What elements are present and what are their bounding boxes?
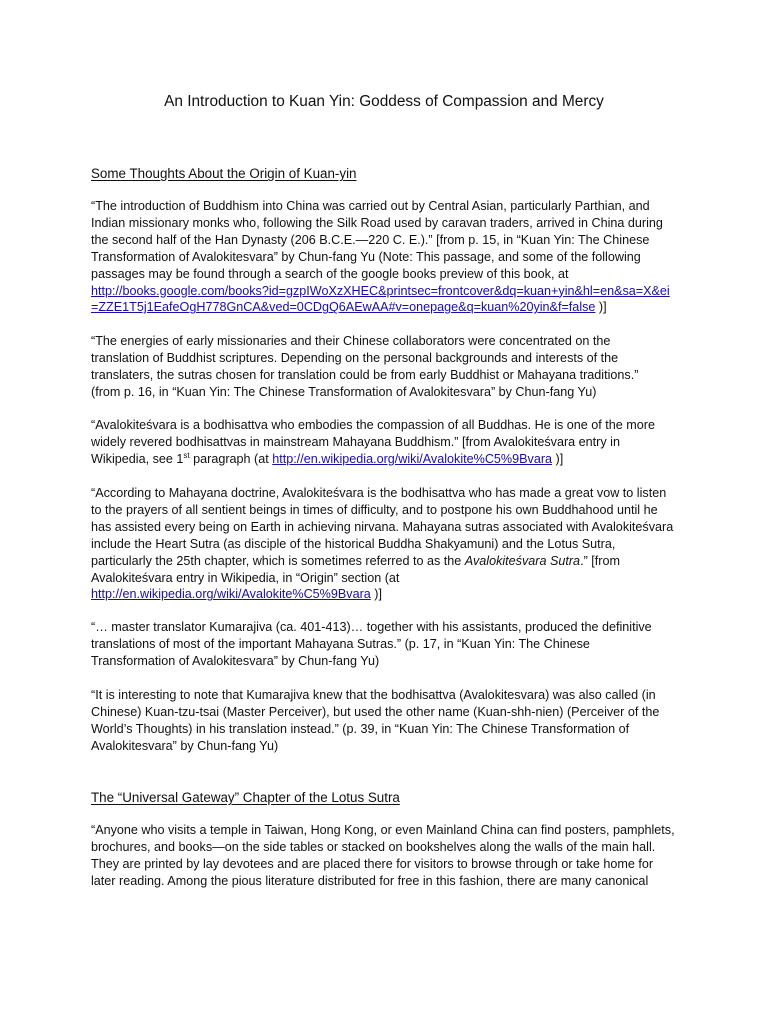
paragraph-line: widely revered bodhisattvas in mainstream Mahayana Buddhism.” [from Avalokiteśvara entry in [91, 434, 620, 449]
paragraph-line: “Avalokiteśvara is a bodhisattva who embodies the compassion of all Buddhas. He is one of the more [91, 418, 656, 432]
paragraph-line: World’s Thoughts) in his translation instead.” (p. 39, in “Kuan Yin: The Chinese Transformation of [91, 721, 630, 736]
google-books-link-continued[interactable]: =ZZE1T5j1EafeOgH778GnCA&ved=0CDgQ6AEwAA#v=onepage&q=kuan%20yin&f=false [91, 300, 596, 315]
paragraph-line: “The energies of early missionaries and their Chinese collaborators were concentrated on the [91, 334, 611, 348]
paragraph-line: (from p. 16, in “Kuan Yin: The Chinese Transformation of Avalokitesvara” by Chun-fang Yu) [91, 384, 597, 399]
paragraph-line: “Anyone who visits a temple in Taiwan, Hong Kong, or even Mainland China can find posters, pamphlets, [91, 823, 675, 837]
paragraph-line: translation of Buddhist scriptures. Depending on the personal backgrounds and interests of the [91, 350, 619, 365]
paragraph-line: They are printed by lay devotees and are placed there for visitors to browse through or take home for [91, 856, 654, 871]
wikipedia-link[interactable]: http://en.wikipedia.org/wiki/Avalokite%C5%9Bvara [272, 451, 553, 466]
paragraph-line: to the prayers of all sentient beings in times of difficulty, and to postpone his own Buddhahood until he [91, 502, 658, 517]
paragraph-line: “The introduction of Buddhism into China was carried out by Central Asian, particularly Parthian, and [91, 199, 650, 213]
google-books-link[interactable]: http://books.google.com/books?id=gzpIWoXzXHEC&printsec=frontcover&dq=kuan+yin&hl=en&sa=X&ei [91, 283, 670, 298]
sutra-title: Avalokiteśvara Sutra [464, 553, 581, 568]
paragraph-line: Avalokitesvara” by Chun-fang Yu) [91, 738, 279, 753]
paragraph-text: paragraph (at [189, 451, 273, 466]
paragraph-line: brochures, and books—on the side tables or stacked on bookshelves along the walls of the main hall. [91, 839, 656, 854]
citation-close: )] [595, 300, 607, 315]
paragraph-7 [91, 822, 683, 890]
paragraph-line: passages may be found through a search of the google books preview of this book, at [91, 266, 569, 281]
section-heading-universal-gateway: The “Universal Gateway” Chapter of the Lotus Sutra [91, 790, 400, 805]
paragraph-line: “According to Mahayana doctrine, Avalokiteśvara is the bodhisattva who has made a great vow to listen [91, 486, 667, 500]
wikipedia-link[interactable]: http://en.wikipedia.org/wiki/Avalokite%C5%9Bvara [91, 587, 371, 602]
ordinal-suffix: st [183, 450, 190, 460]
section-heading-origin: Some Thoughts About the Origin of Kuan-yin [91, 166, 357, 181]
paragraph-line: Indian missionary monks who, following the Silk Road used by caravan traders, arrived in China during [91, 215, 663, 230]
paragraph-line: the second half of the Han Dynasty (206 B.C.E.—220 C. E.).” [from p. 15, in “Kuan Yin: The Chinese [91, 232, 650, 247]
document-title: An Introduction to Kuan Yin: Goddess of Compassion and Mercy [164, 93, 604, 110]
paragraph-line: later reading. Among the pious literature distributed for free in this fashion, there are many canonical [91, 873, 649, 888]
paragraph-line: has assisted every being on Earth in achieving nirvana. Mahayana sutras associated with Avalokiteśvara [91, 519, 674, 534]
paragraph-text: .” [from [580, 553, 620, 568]
paragraph-3 [91, 417, 683, 468]
paragraph-line: “It is interesting to note that Kumarajiva knew that the bodhisattva (Avalokitesvara) was also called (in [91, 688, 656, 702]
paragraph-line: Transformation of Avalokitesvara” by Chun-fang Yu (Note: This passage, and some of the following [91, 249, 641, 264]
paragraph-line: “… master translator Kumarajiva (ca. 401-413)… together with his assistants, produced the definitive [91, 620, 652, 634]
citation-close: )] [370, 587, 382, 602]
paragraph-2 [91, 333, 683, 401]
paragraph-text: particularly the 25th chapter, which is sometimes referred to as the [91, 553, 465, 568]
paragraph-line: Chinese) Kuan-tzu-tsai (Master Perceiver), but used the other name (Kuan-shh-nien) (Perceiver of the [91, 704, 660, 719]
paragraph-line: include the Heart Sutra (as disciple of the historical Buddha Shakyamuni) and the Lotus Sutra, [91, 536, 616, 551]
paragraph-line: translaters, the sutras chosen for translation could be from early Buddhist or Mahayana traditions.” [91, 367, 639, 382]
paragraph-line: translations of most of the important Mahayana Sutras.” (p. 17, in “Kuan Yin: The Chinese [91, 636, 590, 651]
paragraph-text: Wikipedia, see 1 [91, 451, 184, 466]
paragraph-line: Transformation of Avalokitesvara” by Chun-fang Yu) [91, 653, 380, 668]
paragraph-5 [91, 619, 683, 670]
paragraph-4 [91, 485, 683, 603]
paragraph-line: Avalokiteśvara entry in Wikipedia, in “Origin” section (at [91, 570, 400, 585]
paragraph-6 [91, 687, 683, 755]
paragraph-1 [91, 198, 683, 316]
citation-close: )] [552, 451, 564, 466]
